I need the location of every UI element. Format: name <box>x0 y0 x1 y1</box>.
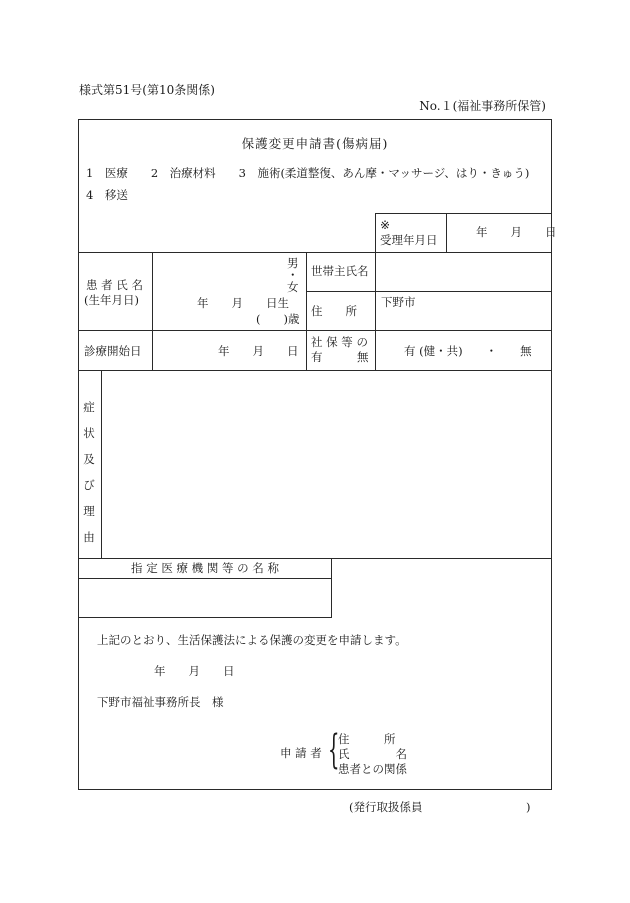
treatment-start-label: 診療開始日 <box>84 344 142 358</box>
applicant-label: 申 請 者 <box>280 746 322 760</box>
symptoms-char: 状 <box>83 426 95 440</box>
receipt-date-field[interactable]: 年 月 日 <box>476 225 557 239</box>
category-line-2: 4 移送 <box>86 188 128 202</box>
symptoms-field[interactable] <box>104 373 548 555</box>
applicant-name-label[interactable]: 氏 名 <box>338 747 407 761</box>
form-number: 様式第51号(第10条関係) <box>79 83 215 97</box>
gender-separator: ・ <box>287 268 299 282</box>
patient-age[interactable]: ( )歳 <box>256 312 300 326</box>
application-date[interactable]: 年 月 日 <box>154 664 235 678</box>
brace-icon: { <box>328 727 340 773</box>
birthdate-label: (生年月日) <box>84 293 139 307</box>
category-line-1: 1 医療 2 治療材料 3 施術(柔道整復、あん摩・マッサージ、はり・きゅう) <box>86 166 530 180</box>
symptoms-char: 由 <box>83 530 95 544</box>
patient-birth-date[interactable]: 年 月 日生 <box>197 296 289 310</box>
insurance-label: 社 保 等 の <box>311 335 368 349</box>
address-label: 住 所 <box>311 304 357 318</box>
institution-field[interactable] <box>81 581 329 615</box>
applicant-address-label[interactable]: 住 所 <box>338 732 396 746</box>
symptoms-char: 症 <box>83 400 95 414</box>
gender-female[interactable]: 女 <box>287 280 299 294</box>
insurance-label-2: 有 無 <box>311 350 369 364</box>
form-title: 保護変更申請書(傷病届) <box>241 136 389 151</box>
symptoms-char: 及 <box>83 452 95 466</box>
issuer-field[interactable]: (発行取扱係員 ) <box>349 800 531 814</box>
applicant-relation-label[interactable]: 患者との関係 <box>338 762 407 776</box>
symptoms-char: び <box>83 478 95 492</box>
receipt-mark: ※ <box>380 218 391 232</box>
application-statement: 上記のとおり、生活保護法による保護の変更を申請します。 <box>97 633 407 647</box>
institution-label: 指 定 医 療 機 関 等 の 名 称 <box>131 561 279 575</box>
address-field[interactable]: 下野市 <box>381 295 416 309</box>
gender-male[interactable]: 男 <box>287 256 299 270</box>
insurance-value[interactable]: 有 (健・共) ・ 無 <box>404 344 532 358</box>
treatment-start-date[interactable]: 年 月 日 <box>218 344 299 358</box>
household-head-field[interactable] <box>380 256 548 288</box>
copy-label: No.１(福祉事務所保管) <box>419 99 546 113</box>
receipt-label: 受理年月日 <box>380 233 438 247</box>
symptoms-char: 理 <box>83 504 95 518</box>
addressee: 下野市福祉事務所長 様 <box>97 695 224 709</box>
household-head-label: 世帯主氏名 <box>311 264 369 278</box>
patient-label: 患 者 氏 名 <box>86 278 143 292</box>
